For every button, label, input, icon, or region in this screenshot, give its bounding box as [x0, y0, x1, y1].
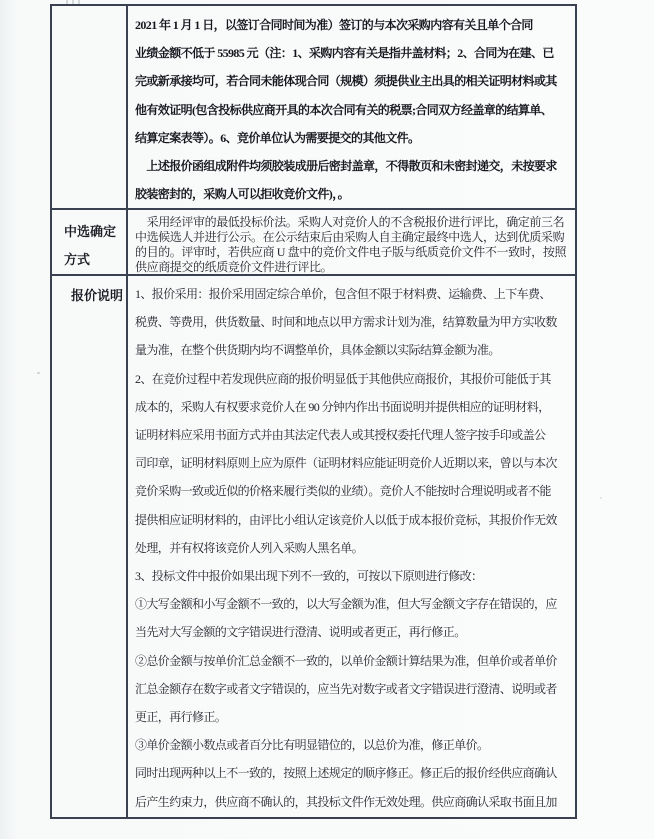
text-line: 汇总金额存在数字或者文字错误的，应当先对数字或者文字错误进行澄清、说明或者 [135, 681, 557, 696]
row-content-selection-method [128, 210, 575, 274]
text-line: 胶装密封的，采购人可以拒收竞价文件)，。 [135, 187, 349, 202]
row-label-cell [52, 276, 128, 817]
text-line: 2021 年 1 月 1 日，以签订合同时间为准）签订的与本次采购内容有关且单个合同 [135, 18, 533, 32]
row-label-quotation-notes: 报价说明 [71, 288, 124, 303]
text-line: ①大写金额和小写金额不一致的，以大写金额为准，但大写金额文字存在错误的，应 [135, 597, 557, 612]
row-label-selection-method: 中选确定方式 [64, 224, 117, 267]
text-line: ②总价金额与按单价汇总金额不一致的，以单价金额计算结果为准，但单价或者单价 [135, 653, 557, 668]
text-line: 中选候选人并进行公示。在公示结束后由采购人自主确定最终中选人，达到优质采购 [135, 230, 565, 244]
text-line: 上述报价函组成附件均须胶装成册后密封盖章，不得散页和未密封递交，未按要求 [135, 159, 557, 174]
text-line: 的目的。评审时，若供应商 U 盘中的竞价文件电子版与纸质竞价文件不一致时，按照 [135, 245, 567, 259]
table-row-continuation [52, 6, 575, 210]
scan-speck [37, 372, 40, 374]
text-line: 当先对大写金额的文字错误进行澄清、说明或者更正，再行修正。 [135, 625, 466, 640]
text-line: 成本的，采购人有权要求竞价人在 90 分钟内作出书面说明并提供相应的证明材料， [135, 399, 550, 414]
text-line: 量为准，在整个供货期内均不调整单价，具体金额以实际结算金额为准。 [135, 343, 500, 358]
text-line: 完或新承接均可，若合同未能体现合同（规模）须提供业主出具的相关证明材料或其 [135, 74, 557, 89]
text-line: 同时出现两种以上不一致的，按照上述规定的顺序修正。修正后的报价经供应商确认 [135, 766, 557, 781]
text-line: 2、在竞价过程中若发现供应商的报价明显低于其他供应商报价，其报价可能低于其 [135, 371, 551, 386]
text-line: 业绩金额不低于 55985 元（注：1、采购内容有关是指井盖材料；2、合同为在建、已 [135, 46, 554, 61]
text-line: 结算定案表等）。6、竞价单位认为需要提交的其他文件。 [135, 130, 420, 145]
text-line: 证明材料应采用书面方式并由其法定代表人或其授权委托代理人签字按手印或盖公 [135, 428, 546, 443]
table-row-quotation-notes [52, 276, 575, 817]
scan-speck [600, 497, 602, 499]
text-line: 司印章，证明材料原则上应为原件（证明材料应能证明竞价人近期以来，曾以与本次 [135, 456, 557, 471]
text-line: 更正，再行修正。 [135, 710, 227, 725]
text-line: 1、报价采用：报价采用固定综合单价，包含但不限于材料费、运输费、上下车费、 [135, 287, 551, 301]
text-line: ③单价金额小数点或者百分比有明显错位的，以总价为准，修正单价。 [135, 738, 489, 753]
text-line: 竞价采购一致或近似的价格来履行类似的业绩）。竞价人不能按时合理说明或者不能 [135, 484, 551, 499]
text-line: 供应商提交的纸质竞价文件进行评比。 [135, 260, 333, 274]
text-line: 处理，并有权将该竞价人列入采购人黑名单。 [135, 540, 364, 555]
text-line: 采用经评审的最低投标价法。采购人对竞价人的不含税报价进行评比，确定前三名 [135, 215, 565, 229]
row-label-cell-empty [52, 6, 128, 208]
text-line: 税费、等费用，供货数量、时间和地点以甲方需求计划为准，结算数量为甲方实收数 [135, 315, 557, 330]
text-line: 他有效证明(包含投标供应商开具的本次合同有关的税票;合同双方经盖章的结算单、 [135, 102, 553, 117]
table-row-selection-method [52, 210, 575, 276]
text-line: 提供相应证明材料的，由评比小组认定该竞价人以低于成本报价竞标，其报价作无效 [135, 512, 557, 527]
row-content-quotation-notes [128, 276, 575, 817]
row-content-quotation-attachments [128, 6, 575, 208]
row-label-cell [52, 210, 128, 274]
text-line: 3、投标文件中报价如果出现下列不一致的，可按以下原则进行修改： [135, 569, 483, 584]
requirements-table [50, 4, 577, 819]
text-line: 后产生约束力，供应商不确认的，其投标文件作无效处理。供应商确认采取书面且加 [135, 794, 557, 809]
